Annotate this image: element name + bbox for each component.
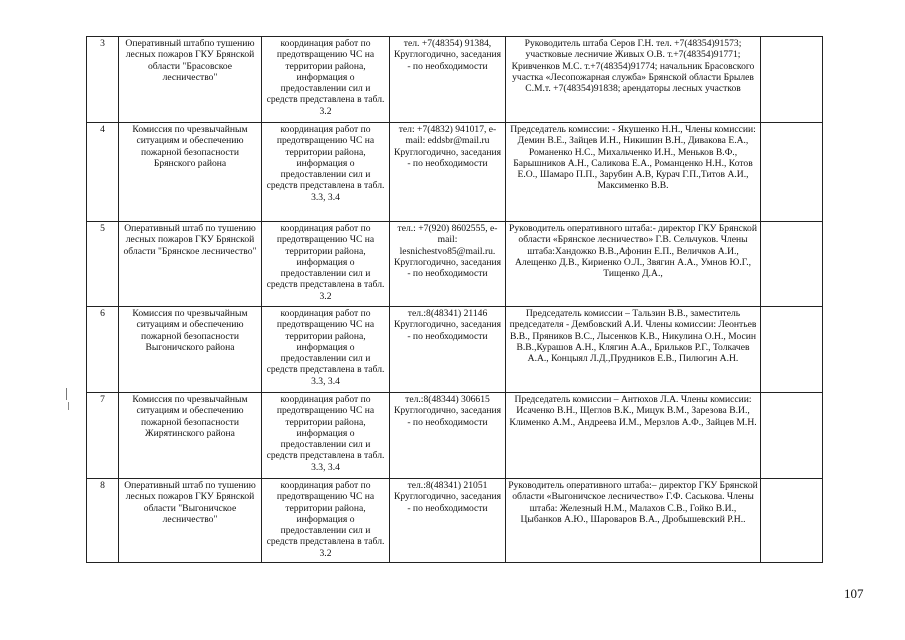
row-number: 6 — [87, 307, 119, 393]
extra-cell — [761, 123, 823, 222]
row-number: 4 — [87, 123, 119, 222]
scan-artifact-mark — [66, 388, 67, 400]
contact-cell: тел: +7(4832) 941017, e-mail: eddsbr@mail.ru Круглогодично, заседания - по необходимости — [390, 123, 506, 222]
extra-cell — [761, 307, 823, 393]
table-row — [87, 307, 823, 393]
members-cell: Председатель комиссии: - Якушенко Н.Н., Члены комиссии: Демин В.Е., Зайцев И.Н., Никишин В.Н., Дивакова Е.А., Романенко Н.С., Михальченко И.Н., Меньков В.Ф., Барышников А.Н., Саликова Е.А., Романценко Н.Н., Котов Е.О., Шамаро П.П., Зарубин А.В, Курач Г.П.,Титов А.И., Максименко В.В. — [506, 123, 761, 222]
contact-cell: тел.:8(48344) 306615 Круглогодично, заседания - по необходимости — [390, 393, 506, 479]
table-row — [87, 393, 823, 479]
task-cell: координация работ по предотвращению ЧС на территории района, информация о предоставлении сил и средств представлена в табл. 3.3, 3.4 — [262, 393, 390, 479]
task-cell: координация работ по предотвращению ЧС на территории района, информация о предоставлении сил и средств представлена в табл. 3.2 — [262, 37, 390, 123]
extra-cell — [761, 37, 823, 123]
organization-name-cell: Оперативный штаб по тушению лесных пожаров ГКУ Брянской области "Выгоничское лесничество" — [119, 479, 262, 563]
extra-cell — [761, 393, 823, 479]
members-cell: Руководитель оперативного штаба:– директор ГКУ Брянской области «Выгоничское лесничество» Г.Ф. Саськова. Члены штаба: Железный Н.М., Малахов С.В., Гойко В.И., Цыбанков А.Ю., Шароваров В.А., Дробышевский Р.Н.. — [506, 479, 761, 563]
table-row — [87, 222, 823, 307]
contact-cell: тел.: +7(920) 8602555, e-mail: lesnichestvo85@mail.ru. Круглогодично, заседания - по необходимости — [390, 222, 506, 307]
page-number: 107 — [844, 586, 864, 601]
table-row — [87, 123, 823, 222]
contact-cell: тел. +7(48354) 91384, Круглогодично, заседания - по необходимости — [390, 37, 506, 123]
organization-name-cell: Комиссия по чрезвычайным ситуациям и обеспечению пожарной безопасности Брянского района — [119, 123, 262, 222]
extra-cell — [761, 222, 823, 307]
row-number: 3 — [87, 37, 119, 123]
organization-name-cell: Оперативный штаб по тушению лесных пожаров ГКУ Брянской области "Брянское лесничество" — [119, 222, 262, 307]
scan-artifact-mark — [68, 402, 69, 410]
organization-name-cell: Комиссия по чрезвычайным ситуациям и обеспечению пожарной безопасности Жирятинского района — [119, 393, 262, 479]
row-number: 7 — [87, 393, 119, 479]
organization-name-cell: Комиссия по чрезвычайным ситуациям и обеспечению пожарной безопасности Выгоничского района — [119, 307, 262, 393]
task-cell: координация работ по предотвращению ЧС на территории района, информация о предоставлении сил и средств представлена в табл. 3.3, 3.4 — [262, 123, 390, 222]
task-cell: координация работ по предотвращению ЧС на территории района, информация о предоставлении сил и средств представлена в табл. 3.2 — [262, 222, 390, 307]
row-number: 8 — [87, 479, 119, 563]
table-row — [87, 37, 823, 123]
task-cell: координация работ по предотвращению ЧС на территории района, информация о предоставлении сил и средств представлена в табл. 3.2 — [262, 479, 390, 563]
members-cell: Председатель комиссии – Антюхов Л.А. Члены комиссии: Исаченко В.Н., Щеглов В.К., Мицук В.М., Зарезова В.И., Клименко А.М., Андреева И.М., Мерзлов А.Ф., Зайцев М.Н. — [506, 393, 761, 479]
emergency-commissions-table — [86, 36, 823, 563]
members-cell: Председатель комиссии – Тальзин В.В., заместитель председателя - Дембовский А.И. Члены комиссии: Леонтьев В.В., Пряников В.С., Лысенков К.В., Никулина О.Н., Мосин В.В.,Курашов А.Н., Клягин А.А., Брильков Р.Г., Толкачев А.А., Концыял Л.Д.,Прудников Е.В., Пилюгин А.Н. — [506, 307, 761, 393]
table-row — [87, 479, 823, 563]
contact-cell: тел.:8(48341) 21146 Круглогодично, заседания - по необходимости — [390, 307, 506, 393]
task-cell: координация работ по предотвращению ЧС на территории района, информация о предоставлении сил и средств представлена в табл. 3.3, 3.4 — [262, 307, 390, 393]
row-number: 5 — [87, 222, 119, 307]
contact-cell: тел.:8(48341) 21051 Круглогодично, заседания - по необходимости — [390, 479, 506, 563]
members-cell: Руководитель штаба Серов Г.Н. тел. +7(48354)91573; участковые лесничие Живых О.В. т.+7(48354)91771; Кривченков М.С. т.+7(48354)91774; начальник Брасовского участка «Лесопожарная служба» Брянской области Брылев С.М.т. +7(48354)91838; арендаторы лесных участков — [506, 37, 761, 123]
extra-cell — [761, 479, 823, 563]
organization-name-cell: Оперативный штабпо тушению лесных пожаров ГКУ Брянской области "Брасовское лесничество" — [119, 37, 262, 123]
members-cell: Руководитель оперативного штаба:- директор ГКУ Брянской области «Брянское лесничество» Г.В. Сельчуков. Члены штаба:Хандожко В.В.,Афонин Е.П., Величков А.И., Алещенко Д.В., Кириенко О.Л., Звягин А.А., Умнов Ю.Г., Тищенко Д.А., — [506, 222, 761, 307]
